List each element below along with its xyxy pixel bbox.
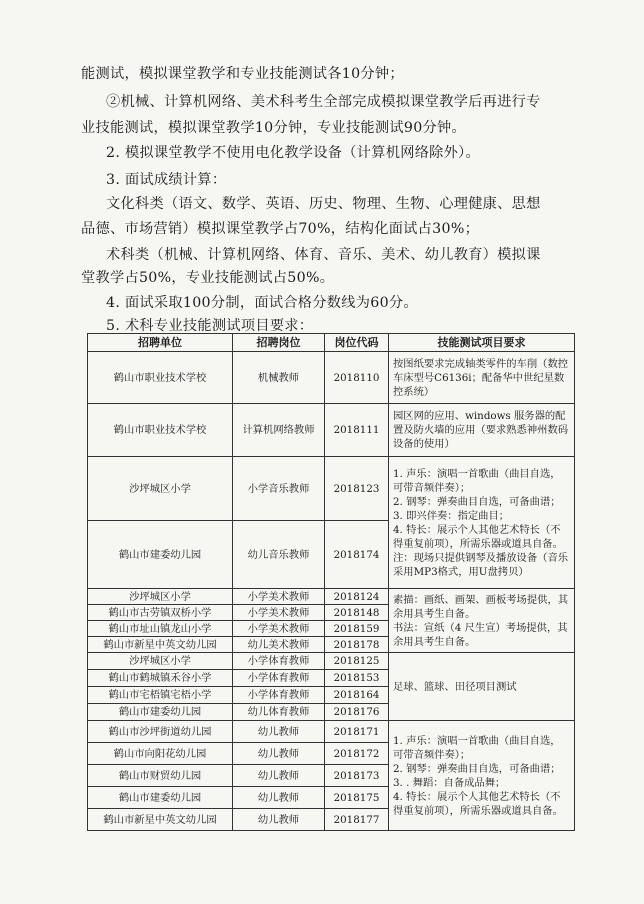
- paragraph-line: 能测试，模拟课堂教学和专业技能测试各10分钟；: [81, 66, 404, 82]
- table-row: [88, 589, 575, 605]
- code-cell: 2018159: [325, 621, 389, 637]
- requirement-line: 1. 声乐：演唱一首歌曲（曲目自选，可带音频伴奏）；: [393, 734, 561, 761]
- requirement-cell: [389, 352, 575, 404]
- unit-cell: 鹤山市向阳花幼儿园: [88, 743, 233, 765]
- post-cell: 幼儿音乐教师: [233, 521, 325, 589]
- unit-cell: 鹤山市新星中英文幼儿园: [88, 809, 233, 831]
- requirement-line: 3. 即兴伴奏：指定曲目；: [393, 509, 510, 522]
- post-cell: 机械教师: [233, 352, 325, 404]
- post-cell: 小学体育教师: [233, 670, 325, 687]
- requirement-line: 4. 特长：展示个人其他艺术特长（不得重复前项），所需乐器或道具自备。: [393, 523, 563, 550]
- post-cell: 小学体育教师: [233, 653, 325, 670]
- table-row: [88, 404, 575, 457]
- requirement-line: 4. 特长：展示个人其他艺术特长（不得重复前项），所需乐器或道具自备。: [393, 790, 563, 817]
- code-cell: 2018171: [325, 721, 389, 743]
- code-cell: 2018175: [325, 787, 389, 809]
- paragraph-line: 2. 模拟课堂教学不使用电化教学设备（计算机网络除外）。: [106, 145, 481, 161]
- paragraph-line: 术科类（机械、计算机网络、体育、音乐、美术、幼儿教育）模拟课: [106, 247, 541, 263]
- code-cell: 2018174: [325, 521, 389, 589]
- post-cell: 幼儿教师: [233, 721, 325, 743]
- paragraph-line: 堂教学占50%，专业技能测试占50%。: [81, 270, 335, 286]
- unit-cell: 鹤山市建委幼儿园: [88, 521, 233, 589]
- post-cell: 幼儿教师: [233, 787, 325, 809]
- requirement-line: 书法：宣纸（4 尺生宣）考场提供，其余用具考生自备。: [393, 621, 568, 648]
- paragraph-line: 品德、市场营销）模拟课堂教学占70%，结构化面试占30%；: [81, 221, 480, 237]
- paragraph-line: 业技能测试，模拟课堂教学10分钟，专业技能测试90分钟。: [81, 120, 467, 136]
- table-row: [88, 721, 575, 743]
- code-cell: 2018178: [325, 637, 389, 653]
- code-cell: 2018124: [325, 589, 389, 605]
- requirement-text: 园区网的应用、windows 服务器的配置及防火墙的应用（要求熟悉神州数码设备的使用）: [393, 410, 569, 450]
- paragraph-line: 5. 术科专业技能测试项目要求：: [106, 318, 314, 334]
- unit-cell: 鹤山市职业技术学校: [88, 352, 233, 404]
- requirement-line: 注：现场只提供钢琴及播放设备（音乐采用MP3格式，用U盘拷贝）: [393, 551, 569, 578]
- unit-cell: 鹤山市职业技术学校: [88, 404, 233, 457]
- post-cell: 幼儿体育教师: [233, 704, 325, 721]
- code-cell: 2018177: [325, 809, 389, 831]
- unit-cell: 鹤山市址山镇龙山小学: [88, 621, 233, 637]
- requirement-cell: [389, 457, 575, 589]
- table-row: [88, 457, 575, 521]
- unit-cell: 沙坪城区小学: [88, 653, 233, 670]
- post-cell: 计算机网络教师: [233, 404, 325, 457]
- requirement-line: 1. 声乐：演唱一首歌曲（曲目自选，可带音频伴奏）；: [393, 467, 561, 494]
- code-cell: 2018153: [325, 670, 389, 687]
- paragraph-line: 4. 面试采取100分制，面试合格分数线为60分。: [106, 295, 418, 311]
- requirement-cell: [389, 721, 575, 831]
- header-post: 招聘岗位: [233, 334, 325, 352]
- header-unit: 招聘单位: [88, 334, 233, 352]
- unit-cell: 鹤山市建委幼儿园: [88, 787, 233, 809]
- code-cell: 2018125: [325, 653, 389, 670]
- table-row: [88, 653, 575, 670]
- paragraph-line: ②机械、计算机网络、美术科考生全部完成模拟课堂教学后再进行专: [106, 94, 541, 110]
- table-row: [88, 352, 575, 404]
- post-cell: 幼儿美术教师: [233, 637, 325, 653]
- requirement-line: 素描：画纸、画架、画板考场提供，其余用具考生自备。: [393, 593, 569, 620]
- header-requirement: 技能测试项目要求: [389, 334, 575, 352]
- requirement-cell: [389, 589, 575, 653]
- post-cell: 小学美术教师: [233, 605, 325, 621]
- post-cell: 小学美术教师: [233, 621, 325, 637]
- paragraph-line: 文化科类（语文、数学、英语、历史、物理、生物、心理健康、思想: [106, 196, 541, 212]
- post-cell: 幼儿教师: [233, 809, 325, 831]
- code-cell: 2018176: [325, 704, 389, 721]
- requirement-text: 按图纸要求完成轴类零件的车削（数控车床型号C6136i；配备华中世纪星数控系统）: [393, 357, 569, 398]
- code-cell: 2018164: [325, 687, 389, 704]
- unit-cell: 鹤山市古劳镇双桥小学: [88, 605, 233, 621]
- code-cell: 2018148: [325, 605, 389, 621]
- unit-cell: 鹤山市宅梧镇宅梧小学: [88, 687, 233, 704]
- header-code: 岗位代码: [325, 334, 389, 352]
- unit-cell: 沙坪城区小学: [88, 457, 233, 521]
- table-header-row: [88, 334, 575, 352]
- code-cell: 2018173: [325, 765, 389, 787]
- post-cell: 幼儿教师: [233, 743, 325, 765]
- requirement-line: 2. 钢琴：弹奏曲目自选，可备曲谱；: [393, 762, 561, 775]
- post-cell: 幼儿教师: [233, 765, 325, 787]
- unit-cell: 鹤山市鹤城镇禾谷小学: [88, 670, 233, 687]
- unit-cell: 鹤山市新星中英文幼儿园: [88, 637, 233, 653]
- requirement-text: 足球、篮球、田径项目测试: [393, 680, 517, 693]
- unit-cell: 鹤山市建委幼儿园: [88, 704, 233, 721]
- unit-cell: 鹤山市财贸幼儿园: [88, 765, 233, 787]
- post-cell: 小学音乐教师: [233, 457, 325, 521]
- skill-test-table: [87, 333, 575, 831]
- requirement-line: 3. . 舞蹈：自备成品舞；: [393, 776, 506, 789]
- code-cell: 2018123: [325, 457, 389, 521]
- code-cell: 2018172: [325, 743, 389, 765]
- code-cell: 2018110: [325, 352, 389, 404]
- requirement-cell: [389, 404, 575, 457]
- requirement-cell: [389, 653, 575, 721]
- requirement-line: 2. 钢琴：弹奏曲目自选，可备曲谱；: [393, 495, 561, 508]
- code-cell: 2018111: [325, 404, 389, 457]
- post-cell: 小学体育教师: [233, 687, 325, 704]
- paragraph-line: 3. 面试成绩计算：: [106, 172, 227, 188]
- unit-cell: 鹤山市沙坪街道幼儿园: [88, 721, 233, 743]
- post-cell: 小学美术教师: [233, 589, 325, 605]
- unit-cell: 沙坪城区小学: [88, 589, 233, 605]
